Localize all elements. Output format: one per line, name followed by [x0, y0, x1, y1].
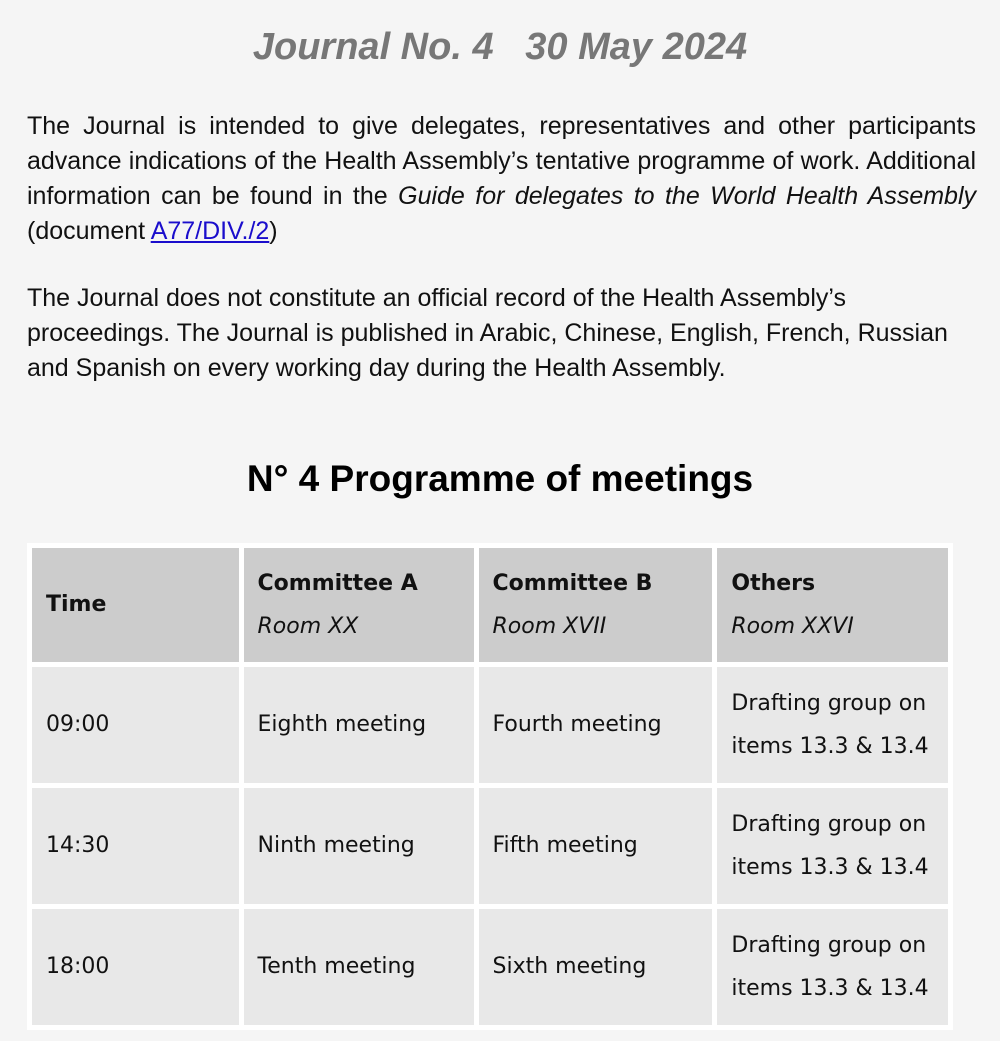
document-link[interactable]: A77/DIV./2	[150, 217, 270, 245]
intro-text-2: (document	[27, 217, 151, 245]
row-time: 18:00	[32, 909, 239, 1025]
journal-title: Journal No. 4 30 May 2024	[252, 26, 748, 68]
row-committee-a: Eighth meeting	[244, 667, 474, 783]
row-time: 09:00	[32, 667, 239, 783]
meetings-table	[27, 543, 953, 1030]
row-committee-a: Ninth meeting	[244, 788, 474, 904]
header-committee-b	[479, 548, 713, 662]
row-others: Drafting group on items 13.3 & 13.4	[717, 909, 948, 1025]
committee-b-label: Committee B	[492, 570, 653, 596]
row-committee-a: Tenth meeting	[244, 909, 474, 1025]
row-time: 14:30	[32, 788, 239, 904]
intro-paragraph	[27, 109, 976, 249]
header-others	[717, 548, 948, 662]
row-committee-b: Sixth meeting	[479, 909, 713, 1025]
intro-text-1: The Journal is intended to give delegates, representatives and other participants advance indications of the Health Assembly’s tentative programme of work. Additional information can be found in the	[27, 112, 976, 210]
row-committee-b: Fifth meeting	[479, 788, 713, 904]
header-committee-a	[244, 548, 474, 662]
committee-b-room: Room XVII	[492, 613, 607, 639]
row-others: Drafting group on items 13.3 & 13.4	[717, 667, 948, 783]
committee-a-room: Room XX	[257, 613, 359, 639]
header-time: Time	[32, 548, 239, 662]
table-header-row	[32, 548, 948, 662]
row-others: Drafting group on items 13.3 & 13.4	[717, 788, 948, 904]
others-label: Others	[731, 570, 816, 596]
notice-paragraph: The Journal does not constitute an official record of the Health Assembly’s proceedings. The Journal is published in Arabic, Chinese, English, French, Russian and Spanish on every working day during the Health Assembly.	[27, 284, 948, 382]
committee-a-label: Committee A	[257, 570, 418, 596]
others-room: Room XXVI	[731, 613, 854, 639]
table-row	[32, 909, 948, 1025]
programme-heading: N° 4 Programme of meetings	[246, 458, 754, 499]
intro-text-3: )	[269, 217, 278, 245]
table-row	[32, 788, 948, 904]
table-row	[32, 667, 948, 783]
guide-title: Guide for delegates to the World Health Assembly	[398, 182, 977, 210]
row-committee-b: Fourth meeting	[479, 667, 713, 783]
